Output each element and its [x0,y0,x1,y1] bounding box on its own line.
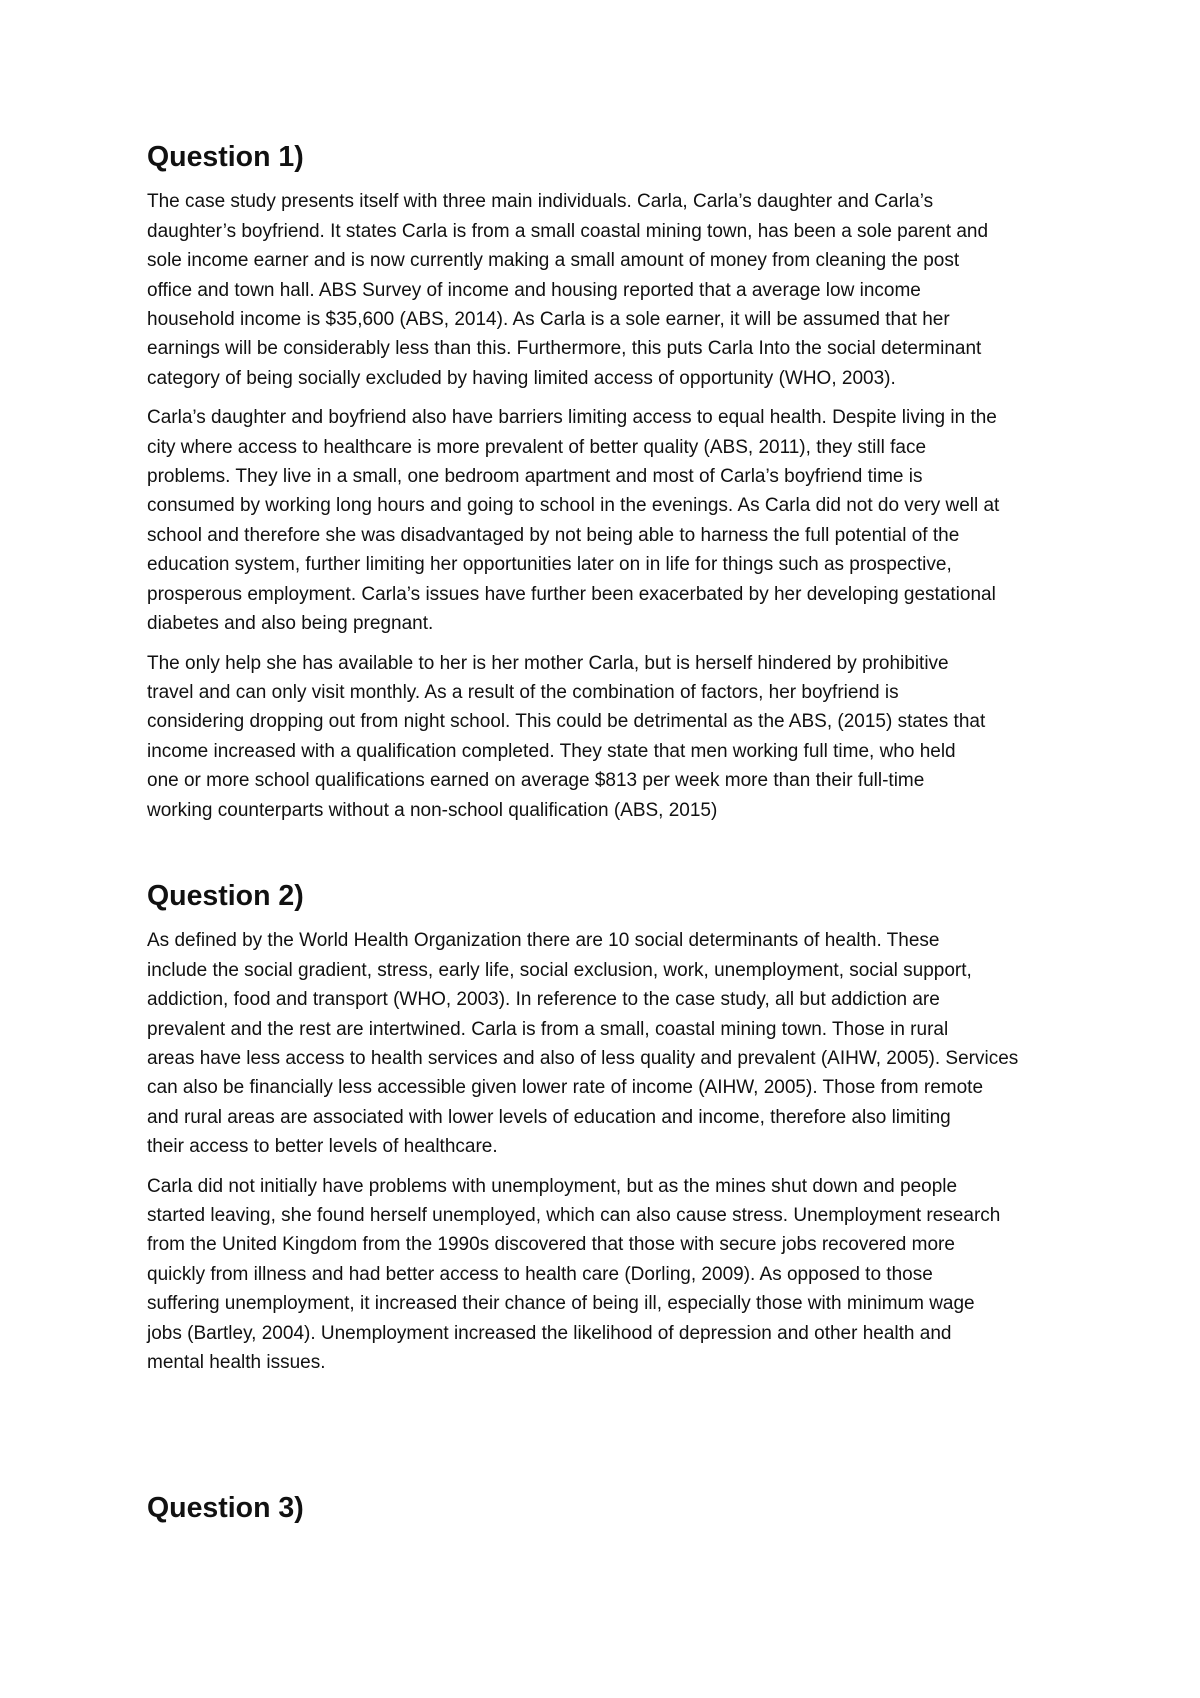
text-line: city where access to healthcare is more prevalent of better quality (ABS, 2011), they still face [147,436,927,458]
text-line: education system, further limiting her opportunities later on in life for things such as prospective, [147,554,952,576]
question-1-paragraph-2 [147,403,1067,638]
text-line: started leaving, she found herself unemployed, which can also cause stress. Unemployment research [147,1205,1001,1226]
text-line: their access to better levels of healthcare. [147,1136,498,1158]
text-line: prevalent and the rest are intertwined. Carla is from a small, coastal mining town. Those in rural [147,1018,949,1040]
text-line: include the social gradient, stress, early life, social exclusion, work, unemployment, social support, [147,959,972,981]
text-line: prosperous employment. Carla’s issues have further been exacerbated by her developing gestational [147,583,996,605]
question-2-paragraph-2 [147,1172,1067,1378]
text-line: sole income earner and is now currently making a small amount of money from cleaning the post [147,250,960,272]
text-line: can also be financially less accessible given lower rate of income (AIHW, 2005). Those from remote [147,1077,984,1099]
text-line: and rural areas are associated with lower levels of education and income, therefore also limiting [147,1106,951,1128]
text-line: jobs (Bartley, 2004). Unemployment increased the likelihood of depression and other health and [147,1322,952,1344]
text-line: one or more school qualifications earned on average $813 per week more than their full-time [147,770,925,792]
text-line: addiction, food and transport (WHO, 2003). In reference to the case study, all but addiction are [147,989,940,1011]
text-line: areas have less access to health services and also of less quality and prevalent (AIHW, 2005). Services [147,1047,1019,1069]
text-line: considering dropping out from night school. This could be detrimental as the ABS, (2015) states that [147,711,986,733]
text-line: diabetes and also being pregnant. [147,613,434,635]
question-1-heading: Question 1) [147,141,304,173]
text-line: office and town hall. ABS Survey of income and housing reported that a average low income [147,279,921,301]
text-line: quickly from illness and had better access to health care (Dorling, 2009). As opposed to those [147,1263,933,1285]
text-line: travel and can only visit monthly. As a result of the combination of factors, her boyfriend is [147,681,899,703]
text-line: Carla did not initially have problems with unemployment, but as the mines shut down and people [147,1175,958,1197]
text-line: As defined by the World Health Organization there are 10 social determinants of health. These [147,930,940,952]
text-line: category of being socially excluded by having limited access of opportunity (WHO, 2003). [147,367,896,389]
text-line: daughter’s boyfriend. It states Carla is from a small coastal mining town, has been a sole parent and [147,220,989,242]
text-line: consumed by working long hours and going to school in the evenings. As Carla did not do very well at [147,495,1000,517]
text-line: mental health issues. [147,1352,326,1374]
text-line: Carla’s daughter and boyfriend also have barriers limiting access to equal health. Despite living in the [147,407,997,429]
question-2-heading: Question 2) [147,879,304,912]
text-line: The only help she has available to her is her mother Carla, but is herself hindered by prohibitive [147,652,949,674]
question-1-paragraph-3 [147,649,1067,825]
text-line: problems. They live in a small, one bedroom apartment and most of Carla’s boyfriend time is [147,466,923,488]
question-2-paragraph-1 [147,926,1067,1161]
text-line: income increased with a qualification completed. They state that men working full time, who held [147,740,956,762]
question-3-heading: Question 3) [147,1492,304,1525]
text-line: The case study presents itself with three main individuals. Carla, Carla’s daughter and Carla’s [147,191,934,213]
text-line: working counterparts without a non-school qualification (ABS, 2015) [147,799,718,821]
text-line: household income is $35,600 (ABS, 2014). As Carla is a sole earner, it will be assumed that her [147,309,950,331]
text-line: school and therefore she was disadvantaged by not being able to harness the full potential of the [147,524,960,546]
text-line: suffering unemployment, it increased their chance of being ill, especially those with minimum wage [147,1293,975,1315]
document-body [147,143,1067,1524]
text-line: earnings will be considerably less than this. Furthermore, this puts Carla Into the social determinant [147,338,982,360]
question-1-paragraph-1 [147,187,1067,393]
text-line: from the United Kingdom from the 1990s discovered that those with secure jobs recovered more [147,1234,955,1256]
